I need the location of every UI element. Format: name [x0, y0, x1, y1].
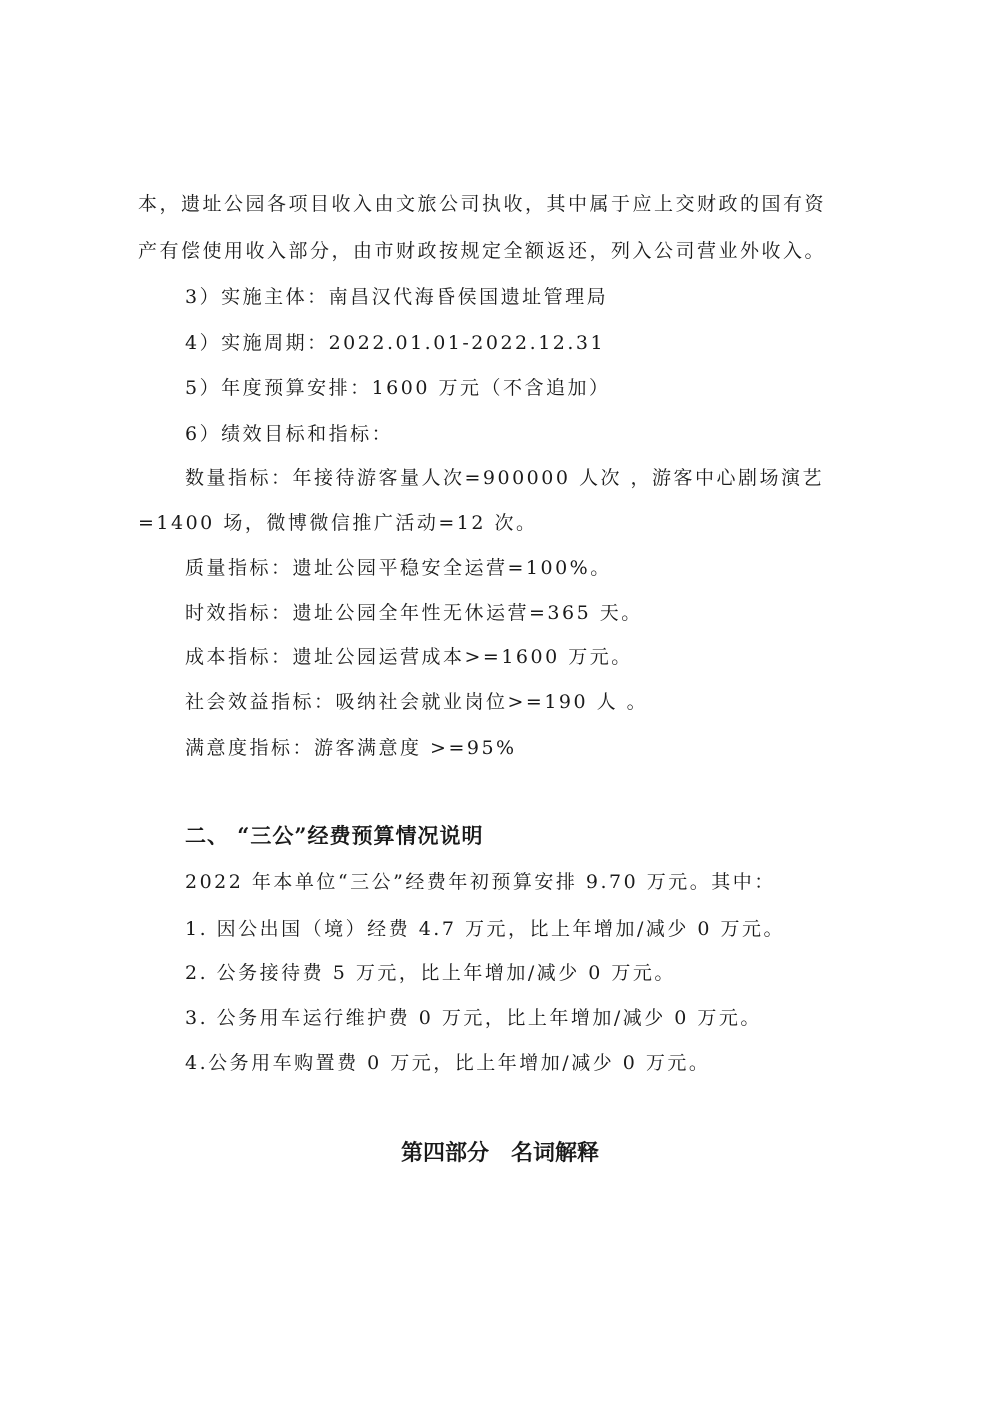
goals-heading: 6）绩效目标和指标：	[185, 423, 394, 445]
section-heading-three-public: 二、 “三公”经费预算情况说明	[185, 823, 484, 848]
paragraph-line: 本，遗址公园各项目收入由文旅公司执收，其中属于应上交财政的国有资	[138, 193, 827, 215]
cost-indicator: 成本指标：遗址公园运营成本>=1600 万元。	[185, 646, 633, 668]
three-public-item: 3. 公务用车运行维护费 0 万元，比上年增加/减少 0 万元。	[185, 1007, 762, 1029]
three-public-item: 2. 公务接待费 5 万元，比上年增加/减少 0 万元。	[185, 962, 676, 984]
quality-indicator: 质量指标：遗址公园平稳安全运营=100%。	[185, 557, 612, 579]
three-public-item: 1. 因公出国（境）经费 4.7 万元，比上年增加/减少 0 万元。	[185, 918, 786, 940]
timeliness-indicator: 时效指标：遗址公园全年性无休运营=365 天。	[185, 602, 643, 624]
budget-line: 5）年度预算安排：1600 万元（不含追加）	[185, 377, 611, 399]
period-line: 4）实施周期：2022.01.01-2022.12.31	[185, 332, 606, 354]
three-public-summary: 2022 年本单位“三公”经费年初预算安排 9.70 万元。其中：	[185, 871, 776, 893]
social-benefit-indicator: 社会效益指标：吸纳社会就业岗位>=190 人 。	[185, 691, 649, 713]
quantity-indicator: 数量指标：年接待游客量人次=900000 人次 ，游客中心剧场演艺	[185, 467, 825, 489]
paragraph-line: 产有偿使用收入部分，由市财政按规定全额返还，列入公司营业外收入。	[138, 240, 827, 262]
part-four-title: 第四部分 名词解释	[400, 1140, 599, 1166]
satisfaction-indicator: 满意度指标：游客满意度 >=95%	[185, 737, 517, 759]
quantity-indicator-cont: =1400 场，微博微信推广活动=12 次。	[138, 512, 538, 534]
three-public-item: 4.公务用车购置费 0 万元，比上年增加/减少 0 万元。	[185, 1052, 711, 1074]
implementer-line: 3）实施主体：南昌汉代海昏侯国遗址管理局	[185, 286, 609, 308]
